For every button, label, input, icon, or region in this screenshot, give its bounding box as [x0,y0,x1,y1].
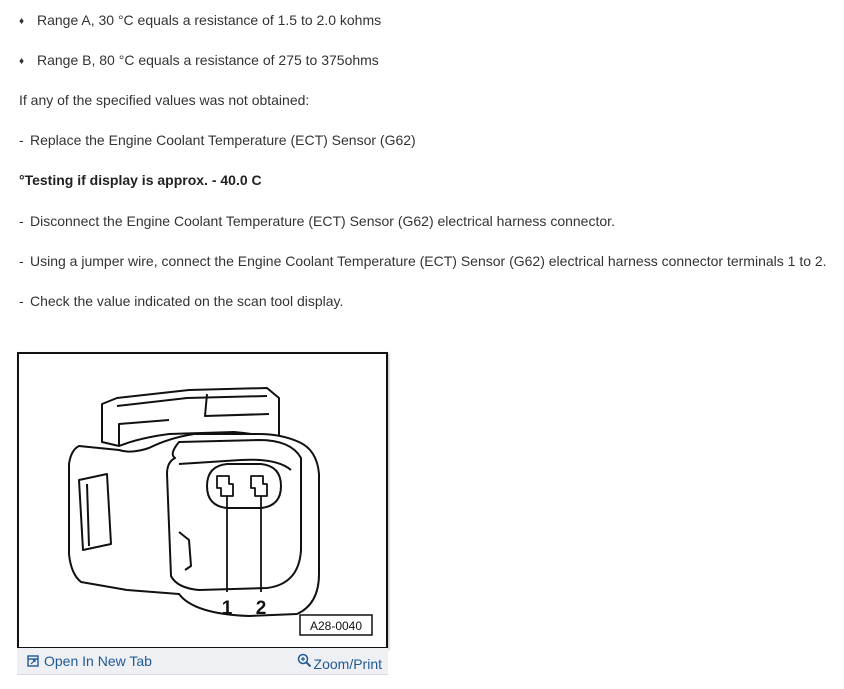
dash-marker: - [19,132,24,148]
terminal-label-2: 2 [255,598,267,619]
open-in-new-tab-link[interactable] [27,653,152,669]
terminal-socket-outline [207,464,281,508]
open-in-new-tab-icon [27,655,39,667]
figure-toolbar [17,648,388,675]
intro-line: If any of the specified values was not obtained: [19,92,310,108]
diamond-bullet-icon: ♦ [19,56,25,67]
bullet-range-a [19,11,381,31]
magnifier-zoom-icon [297,653,312,668]
bullet-range-b [19,51,379,71]
figure-id: A28-0040 [309,619,363,633]
dash-marker: - [19,253,24,269]
bullet-text: Range A, 30 °C equals a resistance of 1.5 to 2.0 kohms [37,12,382,28]
diamond-bullet-icon: ♦ [19,16,25,27]
step-replace-sensor [19,131,416,149]
open-in-new-tab-label: Open In New Tab [44,653,152,669]
terminal-label-1: 1 [221,598,233,619]
section-subheading: °Testing if display is approx. - 40.0 C [19,172,262,188]
step-jumper-wire [19,252,827,270]
dash-marker: - [19,293,24,309]
step-text: Check the value indicated on the scan tool display. [30,293,344,309]
step-text: Replace the Engine Coolant Temperature (ECT) Sensor (G62) [30,132,416,148]
step-disconnect [19,212,615,230]
step-text: Disconnect the Engine Coolant Temperature (ECT) Sensor (G62) electrical harness connector. [30,213,615,229]
step-text: Using a jumper wire, connect the Engine Coolant Temperature (ECT) Sensor (G62) electrical harness connector terminals 1 to 2. [30,253,827,269]
connector-drawing [19,354,386,647]
step-check-value [19,292,343,310]
connector-figure[interactable] [17,352,388,649]
zoom-print-label: Zoom/Print [313,656,382,672]
bullet-text: Range B, 80 °C equals a resistance of 275 to 375ohms [37,52,379,68]
zoom-print-link[interactable] [297,653,382,672]
dash-marker: - [19,213,24,229]
